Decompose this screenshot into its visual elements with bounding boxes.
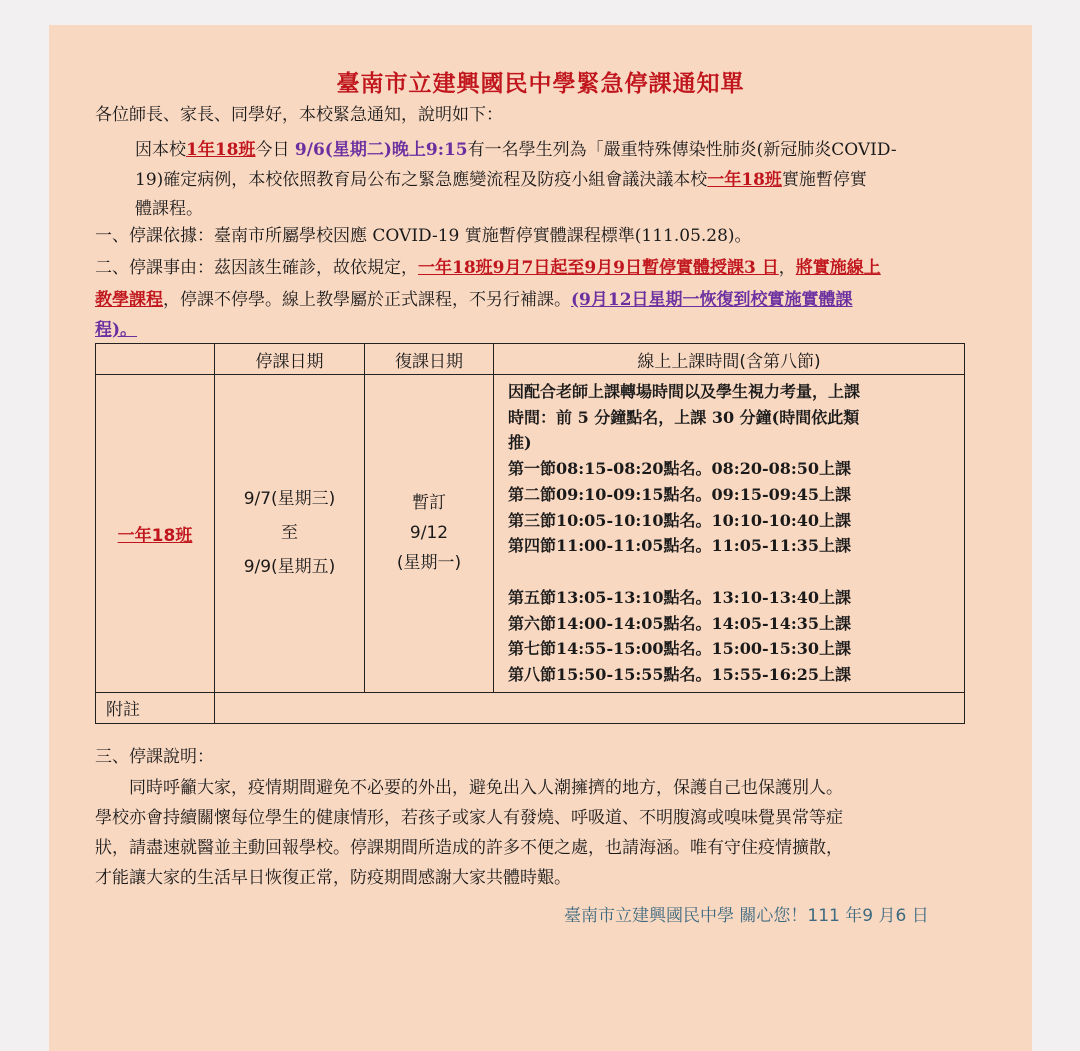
resume-weekday: (星期一) <box>396 553 462 574</box>
stop-date-to: 至 <box>281 523 298 544</box>
separator: ， <box>778 258 796 278</box>
class-highlight: 一年18班 <box>707 170 782 190</box>
period-row: 第六節14:00-14:05點名。14:05-14:35上課 <box>508 613 852 633</box>
period-row: 第八節15:50-15:55點名。15:55-16:25上課 <box>508 665 852 685</box>
greeting: 各位師長、家長、同學好，本校緊急通知，說明如下： <box>95 105 503 125</box>
resume-date-cell <box>365 375 494 693</box>
online-schedule-cell <box>494 375 965 693</box>
period-row: 第二節09:10-09:15點名。09:15-09:45上課 <box>508 484 852 504</box>
class-highlight: 1年18班 <box>186 140 256 160</box>
reason-line-2 <box>95 287 853 313</box>
stop-date-cell <box>215 375 365 693</box>
period-row: 第七節14:55-15:00點名。15:00-15:30上課 <box>508 639 852 659</box>
notice-title: 臺南市立建興國民中學緊急停課通知單 <box>336 70 745 97</box>
explain-line: 狀，請盡速就醫並主動回報學校。停課期間所造成的許多不便之處，也請海涵。唯有守住疫情擴散， <box>95 838 843 858</box>
class-cell <box>96 375 215 693</box>
intro-text: 因本校 <box>135 140 186 160</box>
footer-signature: 臺南市立建興國民中學 關心您！111 年9 月6 日 <box>564 906 929 926</box>
reason-line-1 <box>95 255 881 281</box>
resume-date: 9/12 <box>409 523 449 544</box>
explain-line: 才能讓大家的生活早日恢復正常，防疫期間感謝大家共體時艱。 <box>95 868 571 888</box>
intro-text: 實施暫停實 <box>781 170 867 190</box>
lunch-gap <box>508 559 958 585</box>
basis-line: 一、停課依據：臺南市所屬學校因應 COVID-19 實施暫停實體課程標準(111.05.28)。 <box>95 226 752 246</box>
explain-line: 同時呼籲大家，疫情期間避免不必要的外出，避免出入人潮擁擠的地方，保護自己也保護別人。 <box>95 778 843 798</box>
intro-line-2 <box>135 167 867 193</box>
reason-text: ，停課不停學。線上教學屬於正式課程，不另行補課。 <box>163 290 571 310</box>
stop-date-end: 9/9(星期五) <box>243 557 336 578</box>
resume-tentative: 暫訂 <box>412 493 446 514</box>
period-row: 第一節08:15-08:20點名。08:20-08:50上課 <box>508 459 852 479</box>
online-intro-line: 推) <box>508 433 532 453</box>
table-header-row <box>96 344 965 375</box>
online-intro-line: 因配合老師上課轉場時間以及學生視力考量，上課 <box>508 382 861 401</box>
resume-highlight: 程)。 <box>95 320 138 340</box>
note-value <box>215 692 965 723</box>
header-cell <box>96 344 215 375</box>
reason-line-3 <box>95 317 137 343</box>
online-intro-line: 時間：前 5 分鐘點名，上課 30 分鐘(時間依此類 <box>508 407 860 427</box>
table-row <box>96 375 965 693</box>
note-row <box>96 692 965 723</box>
incident-datetime: 9/6(星期二)晚上9:15 <box>294 140 468 160</box>
period-row: 第五節13:05-13:10點名。13:10-13:40上課 <box>508 587 852 607</box>
schedule-table <box>95 343 965 724</box>
intro-text: 今日 <box>255 140 295 160</box>
online-highlight: 將實施線上 <box>795 258 881 278</box>
header-cell: 線上上課時間(含第八節) <box>494 344 965 375</box>
intro-line-3: 體課程。 <box>135 199 203 219</box>
intro-text: 19)確定病例，本校依照教育局公布之緊急應變流程及防疫小組會議決議本校 <box>135 170 708 190</box>
class-name: 一年18班 <box>117 525 193 546</box>
suspension-highlight: 一年18班9月7日起至9月9日暫停實體授課3 日 <box>418 258 779 278</box>
explain-label: 三、停課說明： <box>95 747 214 767</box>
reason-label: 二、停課事由：茲因該生確診，故依規定， <box>95 258 418 278</box>
note-label: 附註 <box>96 692 215 723</box>
explain-line: 學校亦會持續關懷每位學生的健康情形，若孩子或家人有發燒、呼吸道、不明腹瀉或嗅味覺異常等症 <box>95 808 843 828</box>
notice-page <box>49 25 1032 1051</box>
online-highlight: 教學課程 <box>95 290 163 310</box>
header-cell: 停課日期 <box>215 344 365 375</box>
resume-highlight: (9月12日星期一恢復到校實施實體課 <box>571 290 853 310</box>
stop-date-start: 9/7(星期三) <box>243 489 336 510</box>
intro-text: 有一名學生列為「嚴重特殊傳染性肺炎(新冠肺炎COVID- <box>467 140 897 160</box>
header-cell: 復課日期 <box>365 344 494 375</box>
intro-line-1 <box>135 137 897 163</box>
period-row: 第四節11:00-11:05點名。11:05-11:35上課 <box>508 536 852 556</box>
period-row: 第三節10:05-10:10點名。10:10-10:40上課 <box>508 510 852 530</box>
